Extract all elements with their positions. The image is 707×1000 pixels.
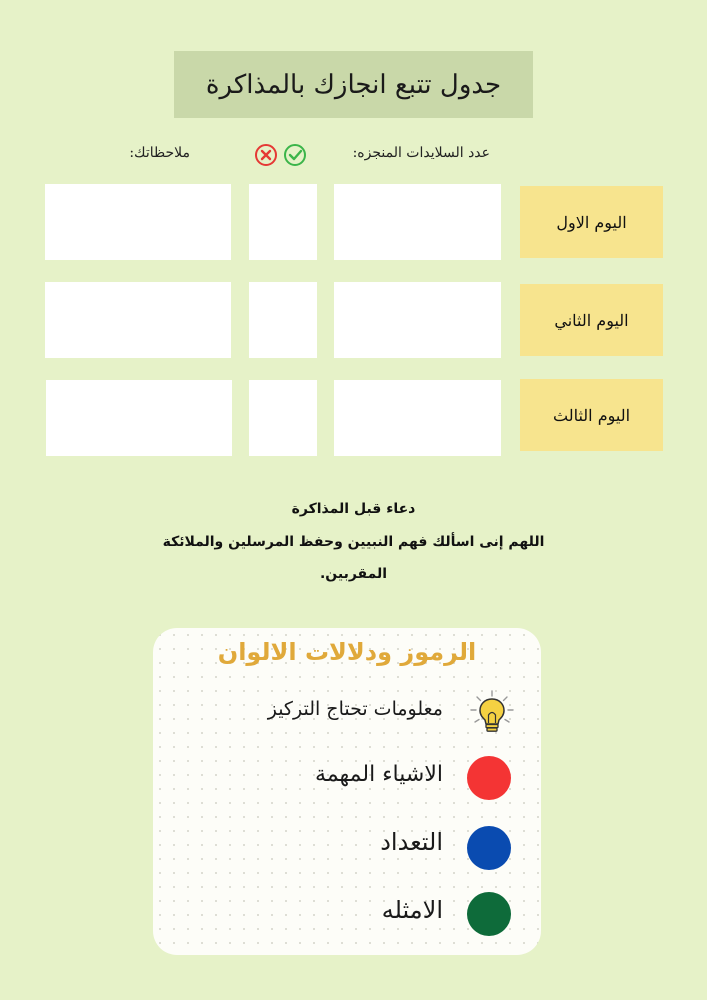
status-cell-day-3[interactable] bbox=[249, 380, 317, 456]
dua-title: دعاء قبل المذاكرة bbox=[291, 501, 416, 517]
slides-cell-day-3[interactable] bbox=[334, 380, 501, 456]
blue-dot-icon bbox=[467, 826, 511, 870]
day-label-1: اليوم الاول bbox=[520, 186, 663, 258]
legend-text-focus: معلومات تحتاج التركيز bbox=[267, 698, 443, 720]
notes-header: ملاحظاتك: bbox=[129, 145, 190, 161]
slides-cell-day-1[interactable] bbox=[334, 184, 501, 260]
status-cell-day-1[interactable] bbox=[249, 184, 317, 260]
check-icon bbox=[285, 145, 305, 165]
legend-text-important: الاشياء المهمة bbox=[315, 762, 443, 787]
slides-cell-day-2[interactable] bbox=[334, 282, 501, 358]
day-label-3: اليوم الثالث bbox=[520, 379, 663, 451]
dua-line-2: المقربين. bbox=[319, 566, 388, 582]
x-icon bbox=[256, 145, 276, 165]
day-label-2: اليوم الثاني bbox=[520, 284, 663, 356]
page-title: جدول تتبع انجازك بالمذاكرة bbox=[174, 51, 533, 118]
green-dot-icon bbox=[467, 892, 511, 936]
notes-cell-day-2[interactable] bbox=[45, 282, 231, 358]
dua-line-1: اللهم إنى اسألك فهم النبيين وحفظ المرسلين والملائكة bbox=[162, 534, 545, 550]
legend-text-enumeration: التعداد bbox=[380, 828, 443, 856]
legend-title: الرموز ودلالات الالوان bbox=[217, 638, 477, 666]
notes-cell-day-3[interactable] bbox=[46, 380, 232, 456]
status-cell-day-2[interactable] bbox=[249, 282, 317, 358]
slides-done-header: عدد السلايدات المنجزه: bbox=[352, 145, 490, 161]
legend-card bbox=[153, 628, 541, 955]
status-icons bbox=[254, 142, 310, 168]
legend-text-examples: الامثله bbox=[381, 896, 443, 924]
lightbulb-icon bbox=[469, 689, 515, 735]
notes-cell-day-1[interactable] bbox=[45, 184, 231, 260]
red-dot-icon bbox=[467, 756, 511, 800]
